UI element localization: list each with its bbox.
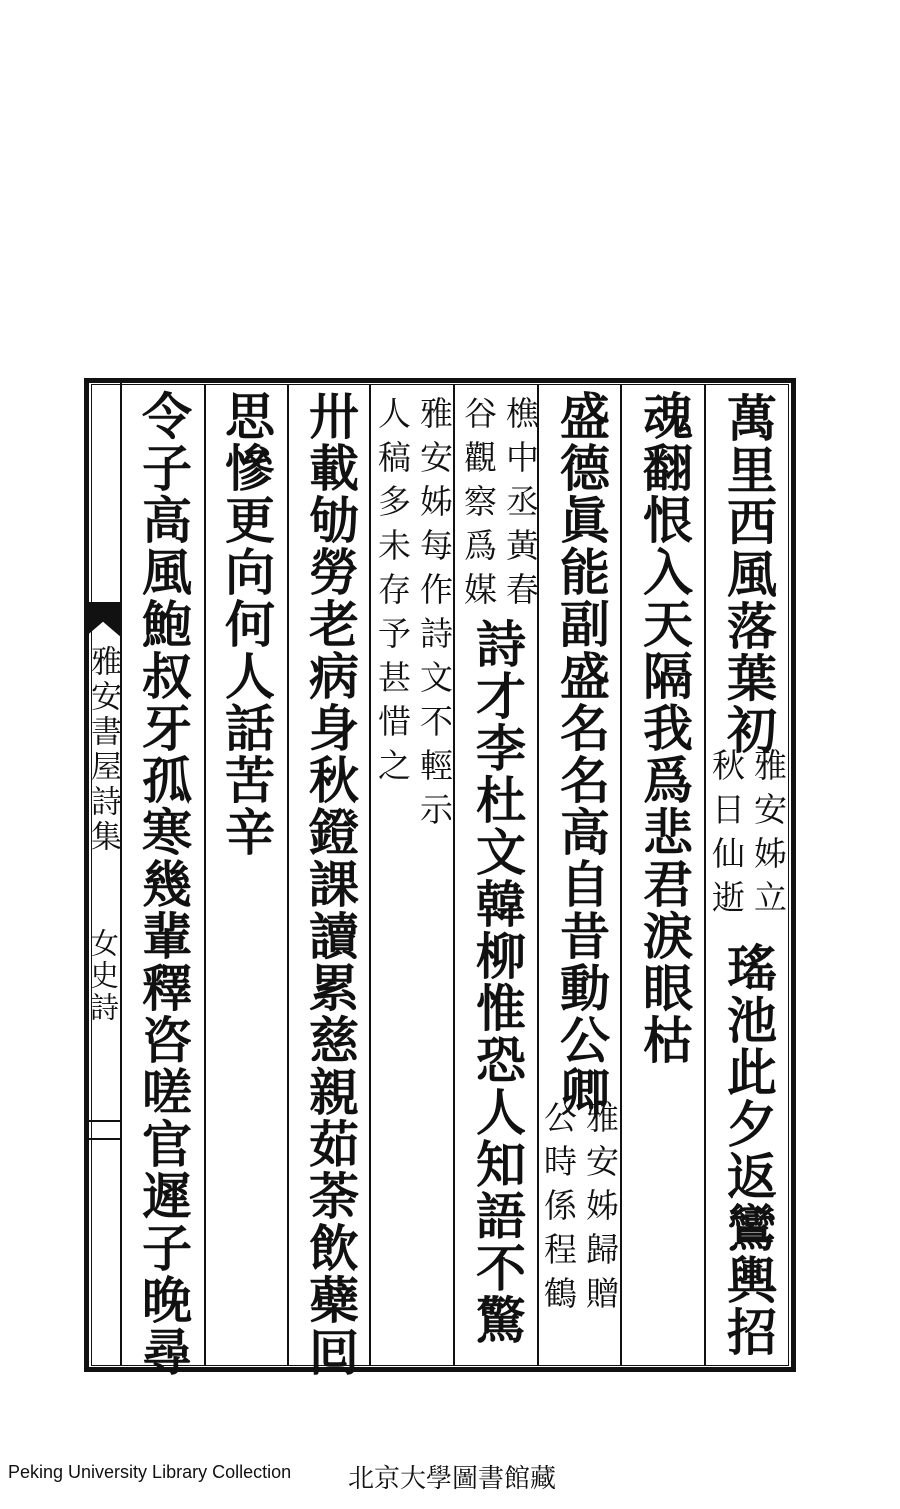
column-rule [287, 384, 289, 1366]
text-column-7: 思慘更向何人話苦辛 [217, 390, 276, 858]
text-column-4-note-b: 谷觀察爲媒 [459, 396, 498, 616]
text-column-3: 盛德眞能副盛名名高自昔動公卿 [552, 390, 611, 1118]
text-column-6: 卅載劬勞老病身秋鐙課讀累慈親茹荼飲蘗囘 [301, 390, 360, 1378]
spine-page-mark [84, 1120, 122, 1140]
column-rule [369, 384, 371, 1366]
column-rule [204, 384, 206, 1366]
footer-collection-cn: 北京大學圖書館藏 [348, 1464, 557, 1494]
spine-subtitle: 女史詩 [86, 928, 120, 1024]
text-column-4-note-a: 樵中丞黃春 [501, 396, 540, 616]
text-column-5-note-b: 人稿多未存予甚惜之 [373, 396, 412, 792]
text-column-3-note-a: 雅安姊歸贈 [581, 1100, 620, 1320]
spine-upper-box [84, 378, 122, 602]
text-column-1-note-a: 雅安姊立 [749, 748, 788, 924]
column-rule [620, 384, 622, 1366]
text-column-4-tail: 詩才李杜文韓柳惟恐人知語不驚 [468, 618, 527, 1346]
text-column-1-note-b: 秋日仙逝 [707, 748, 746, 924]
spine-title: 雅安書屋詩集 [85, 645, 121, 855]
text-column-1-tail: 瑤池此夕返鸞輿招 [719, 942, 778, 1358]
text-column-2: 魂翻恨入天隔我爲悲君淚眼枯 [635, 390, 694, 1066]
text-column-5-note-a: 雅安姊每作詩文不輕示 [415, 396, 454, 836]
text-column-3-note-b: 公時係程鶴 [539, 1100, 578, 1320]
text-column-1-head: 萬里西風落葉初 [719, 392, 778, 756]
text-column-8: 令子高風鮑叔牙孤寒幾輩釋咨嗟官遲子晚尋 [134, 390, 193, 1378]
footer-collection-en: Peking University Library Collection [8, 1462, 292, 1482]
